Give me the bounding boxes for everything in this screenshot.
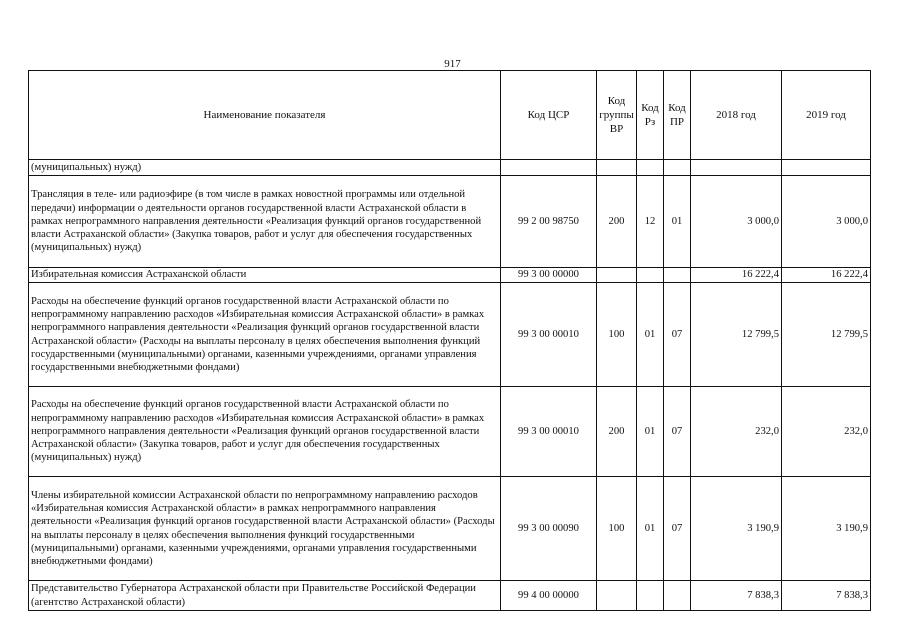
row-pr: 07 — [664, 477, 691, 581]
row-pr — [664, 581, 691, 611]
row-csr — [501, 160, 597, 176]
row-csr: 99 3 00 00010 — [501, 283, 597, 387]
row-2019: 12 799,5 — [782, 283, 871, 387]
page-number: 917 — [444, 58, 461, 70]
row-name: Расходы на обеспечение функций органов государственной власти Астраханской области по непрограммному направлению расходов «Избирательная комиссия Астраханской области» в рамках непрограммного направления деятельности «Реализация функций органов государственной власти Астраханской области» (Расходы на выплаты персоналу в целях обеспечения выполнения функций государственными (муниципальными) органами, казенными учреждениями, органами управления государственными внебюджетными фондами) — [29, 283, 501, 387]
row-rz: 01 — [637, 477, 664, 581]
table-row — [29, 581, 871, 611]
row-csr: 99 3 00 00090 — [501, 477, 597, 581]
row-2018: 16 222,4 — [691, 268, 782, 283]
table-row — [29, 160, 871, 176]
row-pr — [664, 268, 691, 283]
row-name: Представительство Губернатора Астраханской области при Правительстве Российской Федерации (агентство Астраханской области) — [29, 581, 501, 611]
table-row — [29, 283, 871, 387]
row-name: Члены избирательной комиссии Астраханской области по непрограммному направлению расходов «Избирательная комиссия Астраханской области» в рамках непрограммного направления деятельности «Реализация функций органов государственной власти Астраханской области» (Расходы на выплаты персоналу в целях обеспечения выполнения функций государственными (муниципальными) органами, казенными учреждениями, органами управления государственными внебюджетными фондами) — [29, 477, 501, 581]
row-pr: 01 — [664, 176, 691, 268]
header-rz: Код Рз — [637, 71, 664, 160]
table-row — [29, 268, 871, 283]
row-2019 — [782, 160, 871, 176]
row-rz — [637, 160, 664, 176]
row-rz: 12 — [637, 176, 664, 268]
row-name: Расходы на обеспечение функций органов государственной власти Астраханской области по непрограммному направлению расходов «Избирательная комиссия Астраханской области» в рамках непрограммного направления деятельности «Реализация функций органов государственной власти Астраханской области» (Закупка товаров, работ и услуг для обеспечения государственных (муниципальных) нужд) — [29, 387, 501, 477]
header-2018: 2018 год — [691, 71, 782, 160]
row-vr: 100 — [597, 477, 637, 581]
row-2018: 3 000,0 — [691, 176, 782, 268]
row-vr — [597, 581, 637, 611]
row-2018: 7 838,3 — [691, 581, 782, 611]
row-2018: 12 799,5 — [691, 283, 782, 387]
row-2018: 3 190,9 — [691, 477, 782, 581]
row-2019: 7 838,3 — [782, 581, 871, 611]
row-vr — [597, 160, 637, 176]
row-csr: 99 3 00 00000 — [501, 268, 597, 283]
header-csr: Код ЦСР — [501, 71, 597, 160]
row-rz — [637, 268, 664, 283]
row-2019: 3 190,9 — [782, 477, 871, 581]
header-pr: Код ПР — [664, 71, 691, 160]
row-vr: 200 — [597, 387, 637, 477]
row-2019: 232,0 — [782, 387, 871, 477]
row-pr: 07 — [664, 283, 691, 387]
header-vr: Код группы ВР — [597, 71, 637, 160]
row-2018 — [691, 160, 782, 176]
table-row — [29, 387, 871, 477]
header-2019: 2019 год — [782, 71, 871, 160]
row-pr: 07 — [664, 387, 691, 477]
row-rz: 01 — [637, 387, 664, 477]
row-rz: 01 — [637, 283, 664, 387]
header-row — [29, 71, 871, 160]
row-2019: 16 222,4 — [782, 268, 871, 283]
row-vr — [597, 268, 637, 283]
row-name: (муниципальных) нужд) — [29, 160, 501, 176]
row-csr: 99 3 00 00010 — [501, 387, 597, 477]
row-2018: 232,0 — [691, 387, 782, 477]
table-row — [29, 176, 871, 268]
header-name: Наименование показателя — [29, 71, 501, 160]
row-2019: 3 000,0 — [782, 176, 871, 268]
row-csr: 99 4 00 00000 — [501, 581, 597, 611]
row-pr — [664, 160, 691, 176]
row-rz — [637, 581, 664, 611]
budget-table — [28, 70, 871, 611]
row-vr: 200 — [597, 176, 637, 268]
row-csr: 99 2 00 98750 — [501, 176, 597, 268]
table-row — [29, 477, 871, 581]
row-name: Трансляция в теле- или радиоэфире (в том числе в рамках новостной программы или отдельной передачи) информации о деятельности органов государственной власти Астраханской области в рамках непрограммного направления деятельности «Реализация функций органов государственной власти Астраханской области» (Закупка товаров, работ и услуг для обеспечения государственных (муниципальных) нужд) — [29, 176, 501, 268]
row-name: Избирательная комиссия Астраханской области — [29, 268, 501, 283]
row-vr: 100 — [597, 283, 637, 387]
